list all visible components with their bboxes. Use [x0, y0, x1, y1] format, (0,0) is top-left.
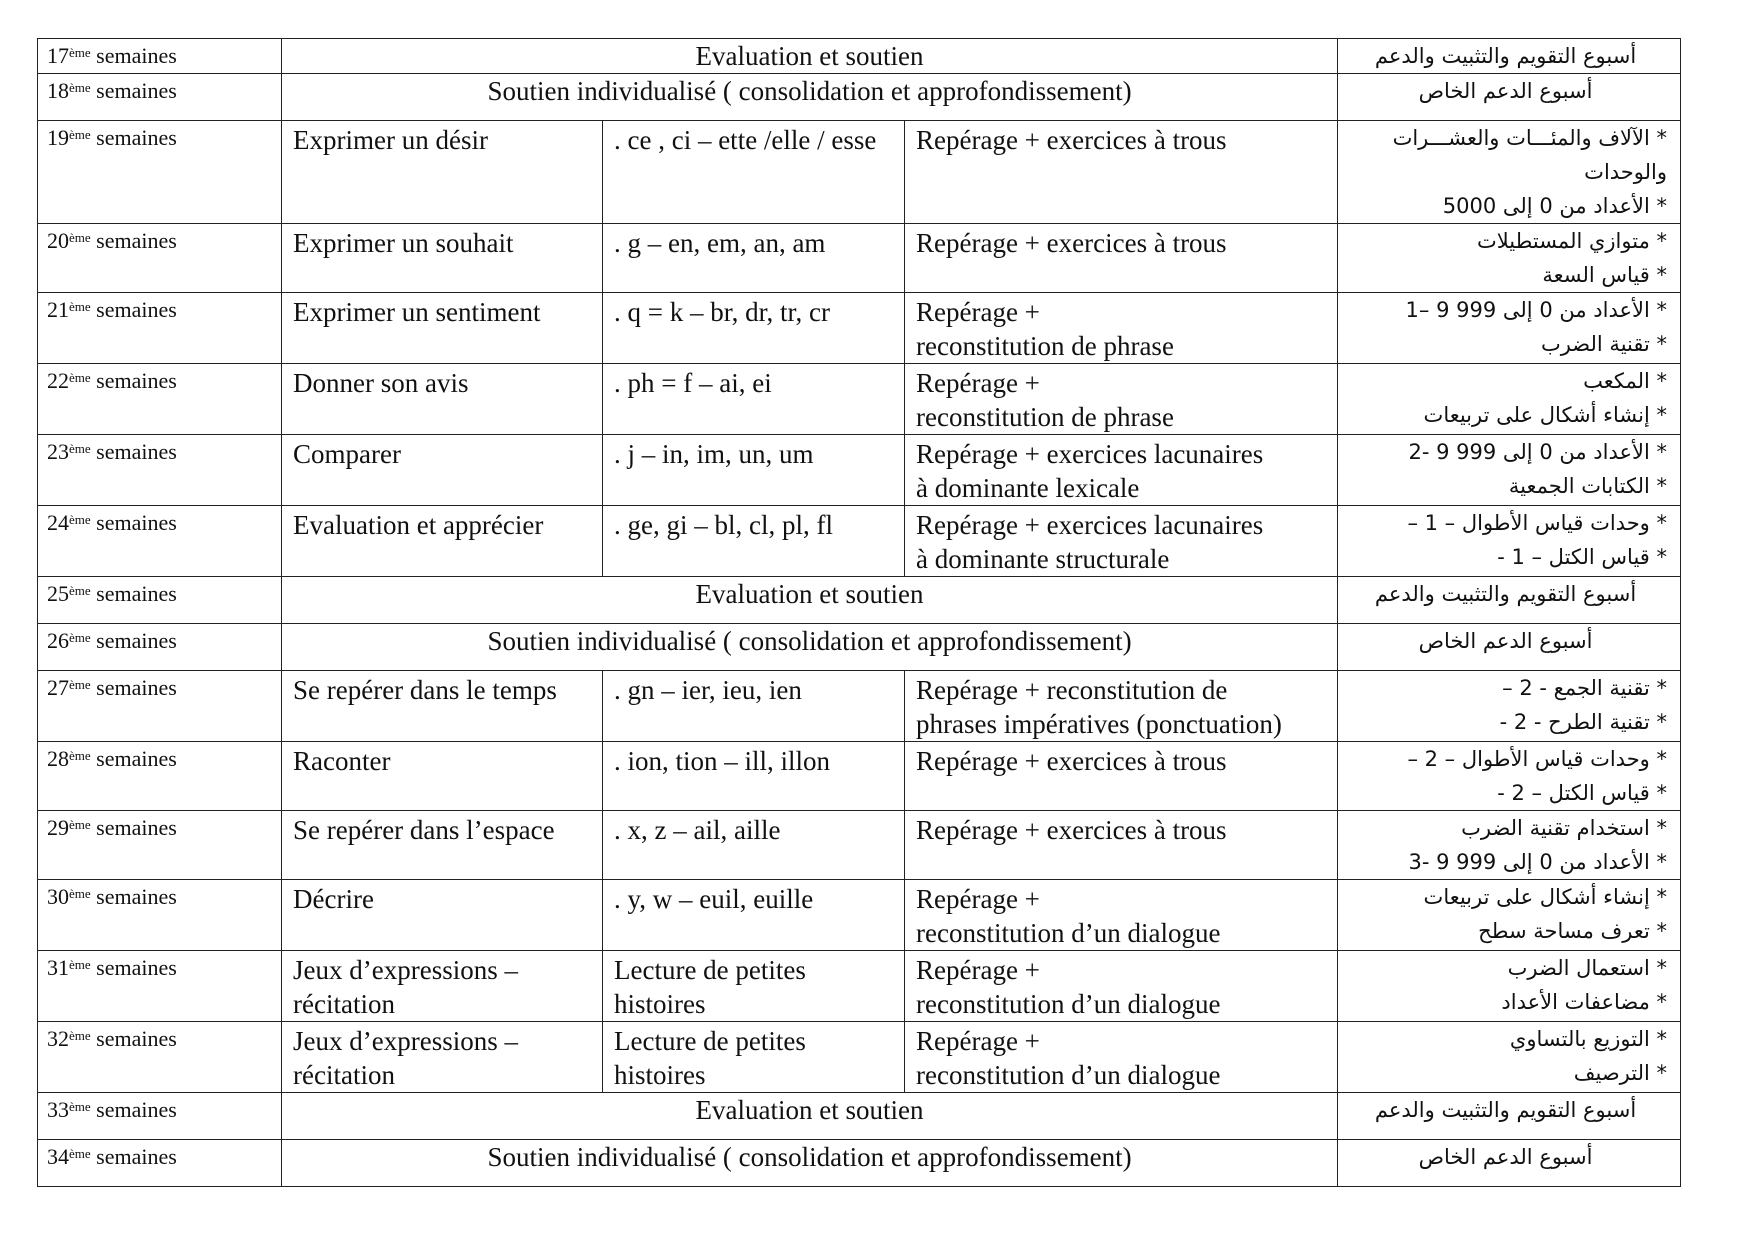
communication-text: Donner son avis: [293, 368, 469, 398]
ordinal-suffix: ème: [69, 370, 91, 385]
week-label: semaines: [90, 1097, 177, 1122]
communication-text: Raconter: [293, 746, 391, 776]
ordinal-suffix: ème: [69, 1099, 91, 1114]
arabic-text: أسبوع التقويم والتثبيت والدعم: [1374, 44, 1637, 68]
method-cell: [905, 224, 1338, 293]
ordinal-suffix: ème: [69, 957, 91, 972]
sounds-cell: [603, 880, 905, 951]
week-label: semaines: [90, 297, 177, 322]
sounds-text: . g – en, em, an, am: [614, 228, 826, 258]
method-text: Repérage +: [916, 1026, 1040, 1056]
arabic-text: * الأعداد من 0 إلى 999 9 -2: [1408, 440, 1668, 464]
week-label: semaines: [90, 675, 177, 700]
arabic-text: * الأعداد من 0 إلى 5000: [1442, 194, 1668, 218]
week-cell: [38, 1022, 282, 1093]
arabic-text: أسبوع الدعم الخاص: [1418, 1145, 1593, 1169]
method-text: reconstitution d’un dialogue: [916, 1060, 1221, 1090]
communication-cell: [282, 121, 603, 224]
arabic-cell: [1338, 435, 1681, 506]
merged-activity-cell: Soutien individualisé ( consolidation et approfondissement): [282, 74, 1338, 121]
week-number: 25: [47, 581, 69, 606]
arabic-cell: [1338, 671, 1681, 742]
week-cell: [38, 624, 282, 671]
arabic-cell: [1338, 121, 1681, 224]
ordinal-suffix: ème: [69, 583, 91, 598]
ordinal-suffix: ème: [69, 441, 91, 456]
weekly-program-table: [37, 38, 1681, 1187]
arabic-text: * متوازي المستطيلات: [1477, 229, 1668, 253]
week-number: 18: [47, 78, 69, 103]
communication-text: Se repérer dans l’espace: [293, 815, 555, 845]
method-cell: [905, 121, 1338, 224]
week-cell: [38, 506, 282, 577]
week-label: semaines: [90, 439, 177, 464]
table-row: [38, 74, 1681, 121]
sounds-cell: [603, 224, 905, 293]
week-cell: [38, 811, 282, 880]
table-row: [38, 364, 1681, 435]
communication-cell: [282, 364, 603, 435]
ordinal-suffix: ème: [69, 230, 91, 245]
week-number: 28: [47, 746, 69, 771]
method-text: Repérage + exercices à trous: [916, 746, 1227, 776]
method-text: Repérage +: [916, 368, 1040, 398]
week-label: semaines: [90, 1026, 177, 1051]
communication-text: Se repérer dans le temps: [293, 675, 557, 705]
arabic-text: * التوزيع بالتساوي: [1509, 1027, 1668, 1051]
arabic-cell: [1338, 224, 1681, 293]
communication-cell: [282, 435, 603, 506]
sounds-text: . x, z – ail, aille: [614, 815, 781, 845]
week-number: 32: [47, 1026, 69, 1051]
week-cell: [38, 435, 282, 506]
week-cell: [38, 74, 282, 121]
sounds-cell: [603, 742, 905, 811]
ordinal-suffix: ème: [69, 677, 91, 692]
merged-activity-cell: Soutien individualisé ( consolidation et approfondissement): [282, 1140, 1338, 1187]
method-text: Repérage + exercices à trous: [916, 815, 1227, 845]
method-cell: [905, 293, 1338, 364]
table-row: [38, 624, 1681, 671]
week-cell: [38, 951, 282, 1022]
arabic-text: * المكعب: [1583, 369, 1668, 393]
communication-text: Jeux d’expressions –: [293, 955, 518, 985]
week-label: semaines: [90, 1144, 177, 1169]
week-label: semaines: [90, 815, 177, 840]
sounds-cell: [603, 951, 905, 1022]
method-text: Repérage +: [916, 884, 1040, 914]
arabic-text: * استعمال الضرب: [1507, 956, 1668, 980]
arabic-cell: [1338, 1140, 1681, 1187]
arabic-text: * الأعداد من 0 إلى 999 9 –1: [1405, 298, 1668, 322]
week-cell: [38, 224, 282, 293]
communication-cell: [282, 880, 603, 951]
table-row: [38, 224, 1681, 293]
week-number: 29: [47, 815, 69, 840]
arabic-cell: [1338, 577, 1681, 624]
week-number: 33: [47, 1097, 69, 1122]
table-row: [38, 39, 1681, 74]
sounds-text: histoires: [614, 989, 706, 1019]
communication-text: Jeux d’expressions –: [293, 1026, 518, 1056]
arabic-text: * الآلاف والمئـــات والعشـــرات والوحدات: [1392, 126, 1668, 184]
week-label: semaines: [90, 510, 177, 535]
week-number: 34: [47, 1144, 69, 1169]
table-row: [38, 811, 1681, 880]
merged-activity-cell: Evaluation et soutien: [282, 577, 1338, 624]
communication-cell: [282, 293, 603, 364]
merged-activity-cell: Evaluation et soutien: [282, 1093, 1338, 1140]
communication-text: Exprimer un souhait: [293, 228, 514, 258]
arabic-cell: [1338, 74, 1681, 121]
method-text: Repérage + exercices lacunaires: [916, 439, 1264, 469]
method-cell: [905, 880, 1338, 951]
week-label: semaines: [90, 228, 177, 253]
ordinal-suffix: ème: [69, 512, 91, 527]
arabic-text: * تعرف مساحة سطح: [1478, 919, 1668, 943]
arabic-text: أسبوع الدعم الخاص: [1418, 79, 1593, 103]
arabic-text: * قياس الكتل – 1 -: [1497, 545, 1668, 569]
arabic-text: * الأعداد من 0 إلى 999 9 -3: [1408, 850, 1668, 874]
sounds-cell: [603, 506, 905, 577]
ordinal-suffix: ème: [69, 80, 91, 95]
arabic-text: * وحدات قياس الأطوال – 1 –: [1407, 511, 1668, 535]
table-row: [38, 671, 1681, 742]
communication-text: Exprimer un désir: [293, 125, 488, 155]
arabic-text: * قياس الكتل – 2 -: [1497, 781, 1668, 805]
arabic-cell: [1338, 39, 1681, 74]
method-cell: [905, 811, 1338, 880]
week-label: semaines: [90, 125, 177, 150]
sounds-text: . q = k – br, dr, tr, cr: [614, 297, 830, 327]
arabic-cell: [1338, 951, 1681, 1022]
communication-cell: [282, 811, 603, 880]
week-label: semaines: [90, 884, 177, 909]
arabic-text: * إنشاء أشكال على تربيعات: [1423, 885, 1668, 909]
arabic-text: * قياس السعة: [1542, 263, 1668, 287]
method-cell: [905, 364, 1338, 435]
communication-text: Comparer: [293, 439, 401, 469]
method-text: Repérage + reconstitution de: [916, 675, 1228, 705]
ordinal-suffix: ème: [69, 1028, 91, 1043]
ordinal-suffix: ème: [69, 630, 91, 645]
method-text: à dominante structurale: [916, 544, 1170, 574]
table-row: [38, 1022, 1681, 1093]
sounds-text: . y, w – euil, euille: [614, 884, 814, 914]
merged-activity-cell: Soutien individualisé ( consolidation et approfondissement): [282, 624, 1338, 671]
merged-activity-cell: Evaluation et soutien: [282, 39, 1338, 74]
table-body: [38, 39, 1681, 1187]
method-text: Repérage + exercices lacunaires: [916, 510, 1264, 540]
arabic-text: * وحدات قياس الأطوال – 2 –: [1407, 747, 1668, 771]
table-row: [38, 121, 1681, 224]
table-row: [38, 293, 1681, 364]
week-cell: [38, 364, 282, 435]
sounds-text: Lecture de petites: [614, 955, 806, 985]
ordinal-suffix: ème: [69, 127, 91, 142]
sounds-cell: [603, 671, 905, 742]
week-number: 31: [47, 955, 69, 980]
sounds-text: . gn – ier, ieu, ien: [614, 675, 802, 705]
arabic-cell: [1338, 742, 1681, 811]
sounds-cell: [603, 364, 905, 435]
week-cell: [38, 880, 282, 951]
week-label: semaines: [90, 368, 177, 393]
method-cell: [905, 506, 1338, 577]
sounds-text: Lecture de petites: [614, 1026, 806, 1056]
week-label: semaines: [90, 628, 177, 653]
communication-cell: [282, 742, 603, 811]
arabic-cell: [1338, 364, 1681, 435]
week-cell: [38, 1140, 282, 1187]
week-number: 22: [47, 368, 69, 393]
week-cell: [38, 742, 282, 811]
communication-text: Evaluation et apprécier: [293, 510, 544, 540]
ordinal-suffix: ème: [69, 299, 91, 314]
method-text: Repérage +: [916, 297, 1040, 327]
communication-cell: [282, 1022, 603, 1093]
method-cell: [905, 1022, 1338, 1093]
method-cell: [905, 951, 1338, 1022]
arabic-cell: [1338, 293, 1681, 364]
table-row: [38, 577, 1681, 624]
method-text: phrases impératives (ponctuation): [916, 709, 1282, 739]
ordinal-suffix: ème: [69, 748, 91, 763]
arabic-text: * مضاعفات الأعداد: [1501, 990, 1668, 1014]
communication-text: Décrire: [293, 884, 374, 914]
week-number: 27: [47, 675, 69, 700]
week-label: semaines: [90, 43, 177, 68]
ordinal-suffix: ème: [69, 45, 91, 60]
week-label: semaines: [90, 955, 177, 980]
method-text: reconstitution d’un dialogue: [916, 989, 1221, 1019]
arabic-cell: [1338, 624, 1681, 671]
ordinal-suffix: ème: [69, 1146, 91, 1161]
sounds-text: histoires: [614, 1060, 706, 1090]
week-cell: [38, 1093, 282, 1140]
sounds-cell: [603, 293, 905, 364]
week-number: 24: [47, 510, 69, 535]
table-row: [38, 1093, 1681, 1140]
method-cell: [905, 671, 1338, 742]
method-text: à dominante lexicale: [916, 473, 1140, 503]
communication-text: récitation: [293, 1060, 395, 1090]
method-text: Repérage + exercices à trous: [916, 228, 1227, 258]
week-number: 19: [47, 125, 69, 150]
arabic-text: * تقنية الطرح - 2 -: [1499, 710, 1668, 734]
method-cell: [905, 435, 1338, 506]
communication-text: Exprimer un sentiment: [293, 297, 541, 327]
week-number: 23: [47, 439, 69, 464]
arabic-cell: [1338, 1022, 1681, 1093]
sounds-cell: [603, 435, 905, 506]
sounds-cell: [603, 1022, 905, 1093]
arabic-text: * استخدام تقنية الضرب: [1461, 816, 1668, 840]
arabic-cell: [1338, 811, 1681, 880]
sounds-text: . ion, tion – ill, illon: [614, 746, 831, 776]
arabic-text: أسبوع الدعم الخاص: [1418, 629, 1593, 653]
sounds-text: . ce , ci – ette /elle / esse: [614, 125, 877, 155]
method-text: reconstitution d’un dialogue: [916, 918, 1221, 948]
arabic-text: أسبوع التقويم والتثبيت والدعم: [1374, 1098, 1637, 1122]
sounds-text: . j – in, im, un, um: [614, 439, 814, 469]
communication-cell: [282, 506, 603, 577]
arabic-text: * الترصيف: [1573, 1061, 1668, 1085]
ordinal-suffix: ème: [69, 886, 91, 901]
communication-cell: [282, 224, 603, 293]
week-number: 26: [47, 628, 69, 653]
arabic-cell: [1338, 1093, 1681, 1140]
table-row: [38, 880, 1681, 951]
week-label: semaines: [90, 78, 177, 103]
week-number: 30: [47, 884, 69, 909]
arabic-text: * تقنية الضرب: [1540, 332, 1668, 356]
week-label: semaines: [90, 581, 177, 606]
week-label: semaines: [90, 746, 177, 771]
week-cell: [38, 577, 282, 624]
arabic-text: أسبوع التقويم والتثبيت والدعم: [1374, 582, 1637, 606]
communication-cell: [282, 951, 603, 1022]
communication-cell: [282, 671, 603, 742]
week-cell: [38, 671, 282, 742]
communication-text: récitation: [293, 989, 395, 1019]
arabic-cell: [1338, 506, 1681, 577]
sounds-cell: [603, 811, 905, 880]
table-row: [38, 435, 1681, 506]
arabic-text: * إنشاء أشكال على تربيعات: [1423, 403, 1668, 427]
ordinal-suffix: ème: [69, 817, 91, 832]
week-cell: [38, 39, 282, 74]
method-text: reconstitution de phrase: [916, 402, 1174, 432]
sounds-text: . ph = f – ai, ei: [614, 368, 772, 398]
method-text: Repérage + exercices à trous: [916, 125, 1227, 155]
arabic-text: * الكتابات الجمعية: [1508, 474, 1668, 498]
sounds-cell: [603, 121, 905, 224]
week-cell: [38, 293, 282, 364]
week-number: 20: [47, 228, 69, 253]
week-cell: [38, 121, 282, 224]
table-row: [38, 951, 1681, 1022]
method-cell: [905, 742, 1338, 811]
method-text: reconstitution de phrase: [916, 331, 1174, 361]
arabic-cell: [1338, 880, 1681, 951]
method-text: Repérage +: [916, 955, 1040, 985]
table-row: [38, 506, 1681, 577]
week-number: 21: [47, 297, 69, 322]
sounds-text: . ge, gi – bl, cl, pl, fl: [614, 510, 833, 540]
table-row: [38, 742, 1681, 811]
table-row: [38, 1140, 1681, 1187]
week-number: 17: [47, 43, 69, 68]
arabic-text: * تقنية الجمع - 2 –: [1502, 676, 1668, 700]
